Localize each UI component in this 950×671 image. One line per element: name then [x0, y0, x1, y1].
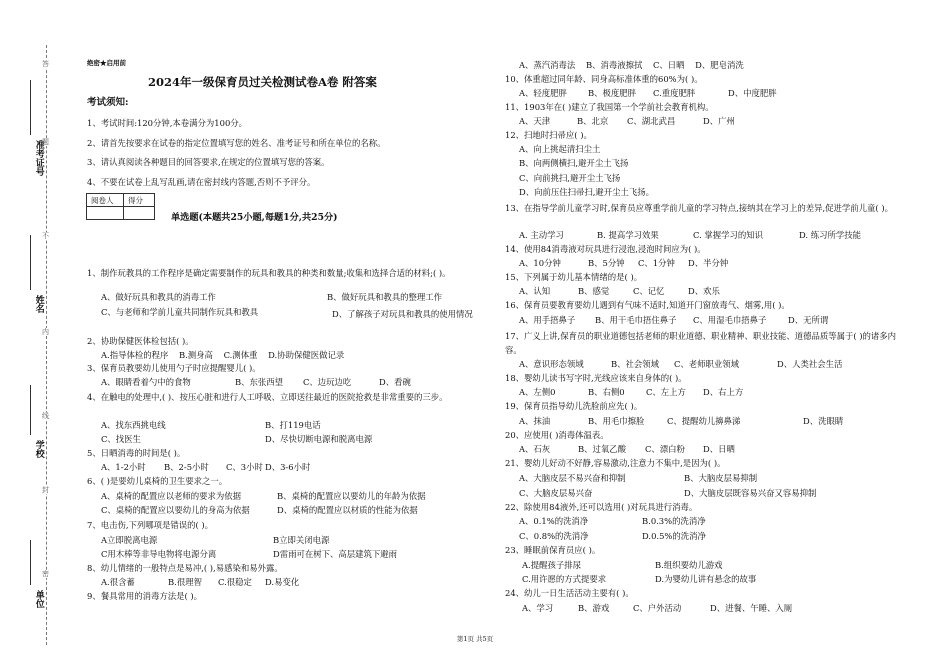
question-18: 18、婴幼儿读书写字时,光线应该来自身体的( )。	[505, 373, 687, 383]
option: A.很含蓄	[101, 577, 135, 587]
question-23: 23、睡眠前保育员应( )。	[505, 545, 601, 555]
option: B.0.3%的洗消净	[642, 516, 706, 526]
question-11: 11、1903年在( )建立了我国第一个学前社会教育机构。	[505, 102, 714, 112]
option: B、游戏	[578, 603, 610, 613]
score-table	[86, 193, 155, 220]
option: C、老师职业领域	[674, 359, 740, 369]
option: D雷雨可在树下、高层建筑下避雨	[273, 549, 397, 559]
option: B、大脑皮层易抑制	[684, 473, 758, 483]
option: C、桌椅的配置应以要幼儿的身高为依据	[101, 505, 250, 515]
exam-id-blank[interactable]	[30, 80, 31, 135]
option: D.易变化	[265, 577, 300, 587]
option: A、10分钟	[519, 258, 561, 268]
question-1: 1、制作玩教具的工作程序是确定需要制作的玩具和教具的种类和数量;收集和选择合适的材料;( )。	[87, 268, 451, 278]
option: A、天津	[519, 116, 551, 126]
option: B、打119电话	[265, 420, 321, 430]
option: D、3-6小时	[265, 462, 311, 472]
option: B.组织要幼儿游戏	[655, 560, 723, 570]
school-label: 学校	[33, 440, 44, 458]
option: D、看碗	[379, 377, 411, 387]
school-blank[interactable]	[30, 385, 31, 435]
option: B. 提高学习效果	[597, 230, 659, 240]
option: D. 练习所学技能	[799, 230, 861, 240]
option: D、欢乐	[688, 286, 720, 296]
option: C. 掌握学习的知识	[693, 230, 764, 240]
question-15: 15、下列属于幼儿基本情绪的是( )。	[505, 272, 643, 282]
option: A、石灰	[519, 444, 551, 454]
option: D、尽快切断电源和脱离电源	[265, 434, 373, 444]
option: B、2-5小时	[164, 462, 209, 472]
option: C、大脑皮层易兴奋	[519, 488, 593, 498]
option: B、5分钟	[588, 258, 625, 268]
option: A. 主动学习	[519, 230, 564, 240]
option: D、人类社会生活	[777, 359, 843, 369]
page-title: 2024年一级保育员过关检测试卷A卷 附答案	[148, 75, 377, 89]
option: A、认知	[519, 286, 551, 296]
binding-strip	[0, 0, 75, 671]
page-footer: 第1页 共5页	[456, 635, 494, 643]
question-16: 16、保育员要教育要幼儿遇到有气味不适时,知道开门窗放毒气、烟雾,用( )。	[505, 300, 790, 310]
option: D、向前压住扫帚扫,避开尘土飞扬。	[519, 187, 655, 197]
option: B、做好玩具和教具的整理工作	[327, 292, 443, 302]
option: C、3小时	[226, 462, 263, 472]
score-header: 得分	[124, 194, 155, 207]
option: D、无所谓	[788, 315, 829, 325]
option: C、1分钟	[638, 258, 675, 268]
option: C、湖北武昌	[627, 116, 676, 126]
section-title: 单选题(本题共25小题,每题1分,共25分)	[171, 212, 338, 223]
notice-item: 3、请认真阅读各种题目的回答要求,在规定的位置填写您的答案。	[87, 157, 330, 167]
option: C用木棒等非导电物将电源分离	[101, 549, 217, 559]
option: C、提醒幼儿擤鼻涕	[667, 416, 741, 426]
option: B、右侧0	[588, 387, 625, 397]
option: A.提醒孩子排尿	[522, 560, 581, 570]
option: D、中度肥胖	[728, 88, 777, 98]
score-cell[interactable]	[124, 207, 155, 220]
option: D、右上方	[703, 387, 744, 397]
option: B、过氧乙酸	[578, 444, 627, 454]
option: B、东张西望	[235, 377, 284, 387]
unit-blank[interactable]	[30, 540, 31, 585]
confidential-mark: 绝密★启用前	[87, 59, 126, 67]
option: A、做好玩具和教具的消毒工作	[101, 292, 216, 302]
option: B、向两侧横扫,避开尘土飞扬	[519, 158, 629, 168]
option: D、广州	[703, 116, 735, 126]
question-4: 4、在触电的处理中,( )、按压心脏和进行人工呼吸、立即送往最近的医院抢救是非常重要的三步。	[87, 392, 448, 402]
question-24: 24、幼儿一日生活活动主要有( )。	[505, 588, 634, 598]
options: A、蒸汽消毒法 B、消毒液擦拭 C、日晒 D、肥皂消洗	[519, 60, 744, 70]
question-20: 20、应使用( )消毒体温表。	[505, 430, 609, 440]
exam-id-label: 准考证号	[33, 140, 44, 176]
notice-item: 2、请首先按要求在试卷的指定位置填写您的姓名、准考证号和所在单位的名称。	[87, 138, 386, 148]
option: A、抹油	[519, 416, 551, 426]
option: C、找医生	[101, 434, 141, 444]
option: C、户外活动	[633, 603, 682, 613]
option: B.很理智	[168, 577, 202, 587]
question-21: 21、婴幼儿好动不好静,容易激动,注意力不集中,是因为( )。	[505, 458, 726, 468]
option: B、用毛巾擦脸	[588, 416, 645, 426]
option: D、日晒	[703, 444, 735, 454]
option: A、眼睛看着勺中的食物	[101, 377, 191, 387]
option: C、与老师和学前儿童共同制作玩具和教具	[101, 307, 259, 317]
option: A、向上挑起清扫尘土	[519, 144, 601, 154]
option: A、意识形态领域	[519, 359, 584, 369]
option: D、洗眼睛	[803, 416, 844, 426]
option: C、向前挑扫,避开尘土飞扬	[519, 173, 621, 183]
seal-char: 题	[42, 138, 49, 146]
option: A、桌椅的配置应以老师的要求为依据	[101, 491, 242, 501]
option: D、了解孩子对玩具和教具的使用情况	[332, 309, 473, 319]
option: C、记忆	[633, 286, 665, 296]
option: B、用干毛巾捂住鼻子	[595, 315, 677, 325]
question-14: 14、使用84消毒液对玩具进行浸泡,浸泡时间应为( )。	[505, 244, 706, 254]
question-13: 13、在指导学前儿童学习时,保育员应尊重学前儿童的学习特点,接纳其在学习上的差异,促进学前儿童( )。	[505, 203, 893, 213]
option: B、桌椅的配置应以要幼儿的年龄为依据	[277, 491, 426, 501]
option: D.0.5%的洗消净	[642, 531, 706, 541]
option: A、左侧0	[519, 387, 556, 397]
option: C、左上方	[646, 387, 686, 397]
question-10: 10、体重超过同年龄、同身高标准体重的60%为( )。	[505, 74, 703, 84]
option: D、大脑皮层既容易兴奋又容易抑制	[684, 488, 817, 498]
option: B立即关闭电源	[273, 535, 330, 545]
name-blank[interactable]	[30, 235, 31, 290]
question-22: 22、除使用84液外,还可以选用( )对玩具进行消毒。	[505, 502, 698, 512]
question-3: 3、保育员教要幼儿使用勺子时应提醒婴儿( )。	[87, 363, 261, 373]
question-5: 5、日晒消毒的时间是( )。	[87, 448, 186, 458]
reviewer-cell[interactable]	[87, 207, 124, 220]
question-2: 2、协助保健医体检包括( )。	[87, 336, 194, 346]
question-9: 9、餐具常用的消毒方法是( )。	[87, 591, 203, 601]
option: A、学习	[522, 603, 554, 613]
option: B、社会领域	[611, 359, 660, 369]
option: B、极度肥胖	[588, 88, 637, 98]
seal-line	[46, 45, 47, 645]
question-19: 19、保育员指导幼儿洗脸前应先( )。	[505, 401, 643, 411]
option: A、轻度肥胖	[519, 88, 567, 98]
option: B、北京	[577, 116, 609, 126]
option: C.用许愿的方式提要求	[522, 574, 607, 584]
notice-item: 1、考试时间:120分钟,本卷满分为100分。	[87, 118, 248, 128]
notice-item: 4、不要在试卷上乱写乱画,请在密封线内答题,否则不予评分。	[87, 177, 316, 187]
option: C.重度肥胖	[653, 88, 696, 98]
unit-label: 单位	[33, 590, 44, 608]
option: C、边玩边吃	[303, 377, 352, 387]
seal-char: 答	[42, 60, 49, 68]
option: C.很稳定	[218, 577, 252, 587]
option: D、桌椅的配置应以材质的性能为依据	[277, 505, 418, 515]
question-17: 17、广义上讲,保育员的职业道德包括老师的职业道德、职业精神、职业技能、道德品质等属于( )的诸多内容。	[505, 331, 897, 355]
option: A立即脱离电源	[101, 535, 158, 545]
option: C、0.8%的洗消净	[519, 531, 589, 541]
seal-char: 不	[42, 232, 49, 240]
question-8: 8、幼儿情绪的一般特点是易冲,( ),易感染和易外露。	[87, 563, 283, 573]
option: A、0.1%的洗消净	[519, 516, 589, 526]
option: A、用手捂鼻子	[519, 315, 576, 325]
options: A.指导体检的程序 B.测身高 C.测体重 D.协助保健医做记录	[101, 350, 345, 360]
notice-heading: 考试须知:	[87, 97, 129, 108]
seal-char: 内	[42, 328, 49, 336]
name-label: 姓名	[33, 295, 44, 313]
option: A、大脑皮层不易兴奋和抑制	[519, 473, 626, 483]
seal-char: 封	[42, 486, 49, 494]
question-7: 7、电击伤,下列哪项是错误的( )。	[87, 520, 214, 530]
option: A、1-2小时	[101, 462, 146, 472]
seal-char: 密	[42, 570, 49, 578]
option: C、漂白粉	[645, 444, 685, 454]
option: D.为婴幼儿讲有悬念的故事	[655, 574, 757, 584]
seal-char: 线	[42, 412, 49, 420]
option: D、半分钟	[688, 258, 729, 268]
question-12: 12、扫地时扫帚应( )。	[505, 130, 592, 140]
option: A、找东西挑电线	[101, 420, 166, 430]
option: C、用湿毛巾捂鼻子	[693, 315, 767, 325]
option: D、进餐、午睡、入厕	[710, 603, 793, 613]
reviewer-header: 阅卷人	[87, 194, 124, 207]
option: B、感觉	[578, 286, 610, 296]
question-6: 6、( )是要幼儿桌椅的卫生要求之一。	[87, 476, 228, 486]
